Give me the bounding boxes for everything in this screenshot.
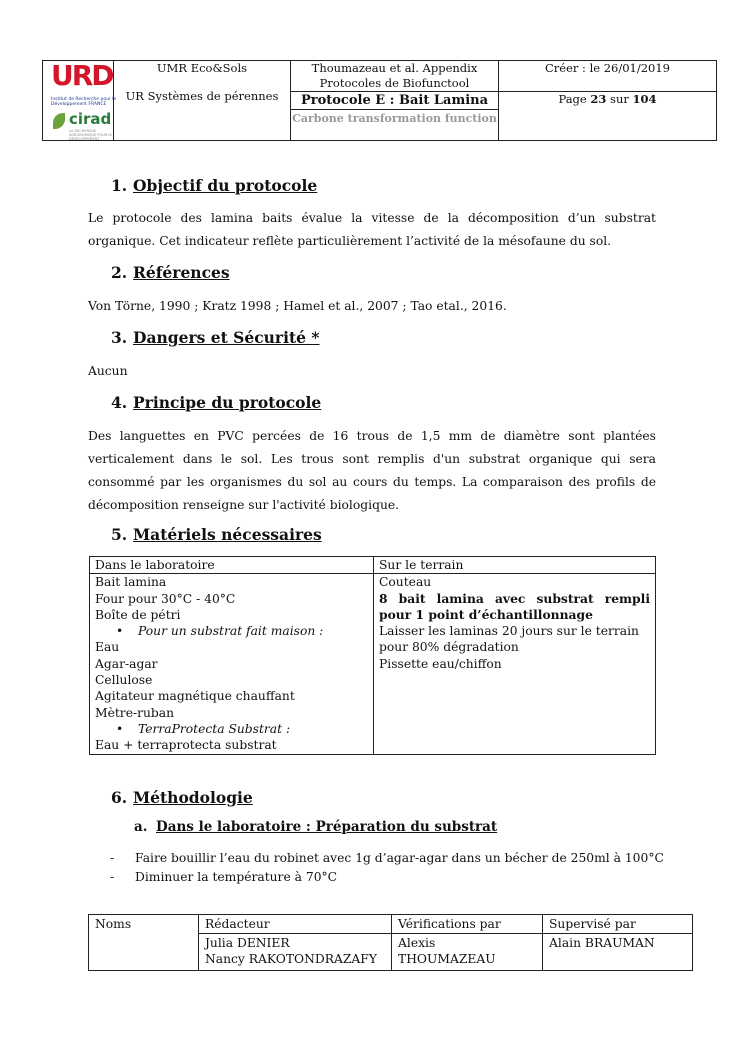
subsection-title: Dans le laboratoire : Préparation du substrat [156, 819, 498, 835]
list-item: Boîte de pétri [95, 607, 181, 622]
method-step [110, 851, 664, 865]
section-6-heading [111, 788, 253, 807]
page-separator: sur [606, 92, 633, 106]
section-title: Objectif du protocole [133, 176, 318, 195]
field-column-header: Sur le terrain [374, 557, 656, 574]
bullet-item: • TerraProtecta Substrat : [95, 721, 368, 737]
names-header: Noms [89, 915, 199, 971]
page-cell [499, 92, 717, 141]
dash-marker: - [110, 870, 115, 884]
unit-cell [114, 61, 291, 141]
checker-cell: Alexis THOUMAZEAU [392, 934, 543, 971]
logo-cell [43, 59, 117, 141]
cirad-logo-tagline: LA RECHERCHE AGRONOMIQUE POUR LE DÉVELOPPEMENT [69, 129, 113, 141]
created-cell [499, 61, 717, 92]
section-3-heading [111, 328, 320, 347]
page-prefix: Page [558, 92, 591, 106]
step-text: Diminuer la température à 70°C [135, 870, 338, 884]
supervisor-cell: Alain BRAUMAN [543, 934, 693, 971]
supervisor-header: Supervisé par [543, 915, 693, 934]
urd-logo [49, 59, 117, 107]
field-materials-cell [374, 574, 656, 754]
leaf-icon [53, 113, 65, 129]
list-item: Agar-agar [95, 656, 158, 671]
list-item: 8 bait lamina avec substrat rempli pour 1 point d’échantillonnage [379, 590, 650, 622]
section-title: Dangers et Sécurité * [133, 328, 320, 347]
signatures-table [88, 914, 693, 971]
list-item: Pissette eau/chiffon [379, 656, 502, 671]
dash-marker: - [110, 851, 115, 865]
section-5-heading [111, 525, 322, 544]
unit-name-2: UR Systèmes de pérennes [125, 89, 279, 103]
created-date: Créer : le 26/01/2019 [544, 61, 670, 75]
author-cell [199, 934, 392, 971]
urd-logo-tagline: Institut de Recherche pour le Développement FRANCE [51, 97, 117, 107]
section-number: 6. [111, 788, 128, 807]
list-item: Cellulose [95, 673, 153, 688]
section-1-heading [111, 176, 317, 195]
cirad-logo [47, 110, 113, 141]
section-3-text: Aucun [88, 364, 128, 378]
section-number: 3. [111, 328, 128, 347]
document-header [42, 60, 717, 141]
author-header: Rédacteur [199, 915, 392, 934]
urd-logo-text: URD [51, 59, 113, 92]
section-title: Méthodologie [133, 788, 253, 807]
section-title: Principe du protocole [133, 393, 322, 412]
section-title: Références [133, 263, 230, 282]
list-item: Mètre-ruban [95, 705, 175, 720]
reference-line-1: Thoumazeau et al. Appendix [311, 61, 478, 75]
section-2-heading [111, 263, 230, 282]
subsection-letter: a. [134, 819, 148, 835]
lab-materials-cell [90, 574, 374, 754]
protocol-title: Protocole E : Bait Lamina [291, 92, 498, 110]
list-item: Laisser les laminas 20 jours sur le terrain pour 80% dégradation [379, 624, 639, 655]
section-number: 2. [111, 263, 128, 282]
section-number: 5. [111, 525, 128, 544]
section-1-text: Le protocole des lamina baits évalue la vitesse de la décomposition d’un substrat organique. Cet indicateur reflète particulièrement l’activité de la mésofaune du sol. [88, 211, 656, 248]
section-number: 4. [111, 393, 128, 412]
check-header: Vérifications par [392, 915, 543, 934]
list-item: Eau [95, 640, 120, 655]
list-item: Four pour 30°C - 40°C [95, 591, 236, 606]
list-item: Bait lamina [95, 575, 167, 590]
section-title: Matériels nécessaires [133, 525, 322, 544]
author-name: Julia DENIER [205, 936, 290, 950]
page-number: 23 [590, 92, 607, 106]
section-2-text: Von Törne, 1990 ; Kratz 1998 ; Hamel et al., 2007 ; Tao etal., 2016. [88, 299, 507, 313]
list-item: Couteau [379, 575, 432, 590]
unit-name-1: UMR Eco&Sols [156, 61, 248, 75]
protocol-subtitle: Carbone transformation function [292, 112, 497, 125]
cirad-logo-text: cirad [69, 110, 112, 128]
materials-table [89, 556, 656, 755]
reference-cell [291, 61, 499, 92]
list-item: Agitateur magnétique chauffant [95, 689, 295, 704]
bullet-item: • Pour un substrat fait maison : [95, 623, 368, 639]
protocol-cell [291, 92, 499, 141]
section-4-text: Des languettes en PVC percées de 16 trous de 1,5 mm de diamètre sont plantées verticalement dans le sol. Les trous sont remplis d'un substrat organique qui sera consommé par les organismes du sol au cours du temps. La comparaison des profils de décomposition renseigne sur l'activité biologique. [88, 429, 656, 512]
lab-column-header: Dans le laboratoire [90, 557, 374, 574]
section-number: 1. [111, 176, 128, 195]
section-4-heading [111, 393, 321, 412]
method-step [110, 870, 337, 884]
step-text: Faire bouillir l’eau du robinet avec 1g d’agar-agar dans un bécher de 250ml à 100°C [135, 851, 664, 865]
page-total: 104 [632, 92, 657, 106]
author-name: Nancy RAKOTONDRAZAFY [205, 952, 377, 966]
reference-line-2: Protocoles de Biofunctool [319, 76, 470, 90]
list-item: Eau + terraprotecta substrat [95, 738, 277, 753]
subsection-heading [134, 819, 497, 835]
